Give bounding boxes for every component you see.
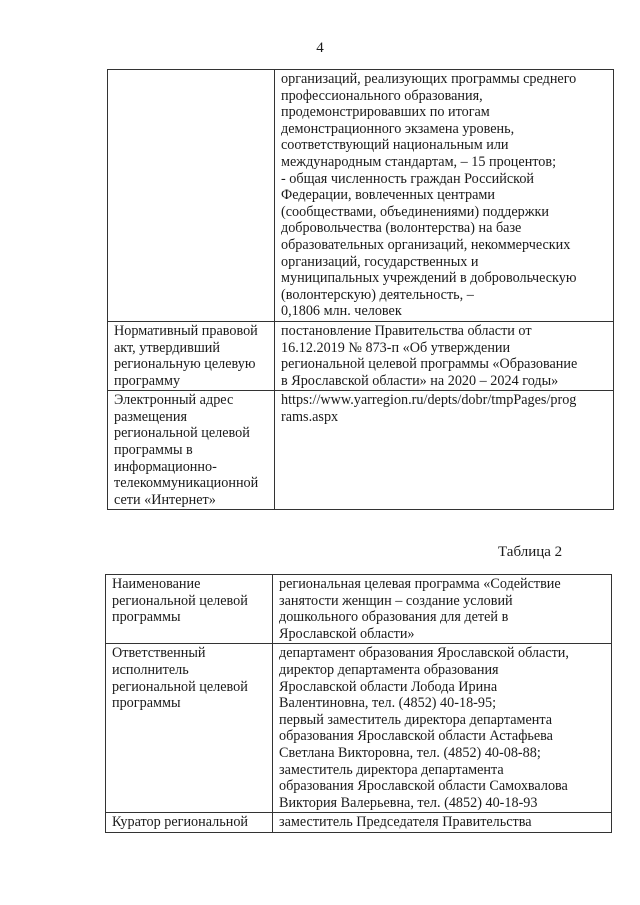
table-cell-value [275, 70, 614, 322]
table-cell-label [108, 70, 275, 322]
text-line: региональная целевая программа «Содействие [279, 576, 561, 592]
text-line: региональной целевой [112, 678, 248, 695]
table-row [106, 813, 612, 833]
text-line: исполнитель [112, 661, 189, 678]
text-line: Наименование [112, 576, 201, 592]
text-line: программы [112, 695, 181, 712]
text-line: размещения [114, 408, 188, 425]
text-line: региональную целевую [114, 356, 256, 373]
text-line: 16.12.2019 № 873-п «Об утверждении [281, 339, 511, 356]
text-line: 0,1806 млн. человек [281, 303, 402, 320]
table-cell-label [106, 813, 273, 833]
table-row [108, 321, 614, 390]
text-line: директор департамента образования [279, 661, 499, 678]
text-line: сети «Интернет» [114, 491, 216, 508]
table-cell-label [108, 391, 275, 510]
text-line: региональной целевой [112, 592, 248, 609]
text-line: телекоммуникационной [114, 475, 259, 492]
text-line: информационно- [114, 458, 217, 475]
text-line: образования Ярославской области Астафьева [279, 728, 553, 745]
text-line: региональной целевой [114, 425, 250, 442]
text-line: добровольчества (волонтерства) на базе [281, 220, 522, 237]
text-line: занятости женщин – создание условий [279, 592, 513, 609]
text-line: демонстрационного экзамена уровень, [281, 120, 515, 137]
text-line: образования Ярославской области Самохвалова [279, 778, 568, 795]
text-line: Ярославской области Лобода Ирина [279, 678, 498, 695]
text-line: профессионального образования, [281, 87, 483, 104]
text-line: региональной целевой программы «Образование [281, 356, 578, 373]
text-line: заместитель директора департамента [279, 761, 504, 778]
text-line: в Ярославской области» на 2020 – 2024 годы» [281, 372, 559, 389]
table-cell-label [106, 644, 273, 813]
table-row [108, 70, 614, 322]
text-line: акт, утвердивший [114, 339, 220, 356]
table-cell-label [106, 575, 273, 644]
text-line: Виктория Валерьевна, тел. (4852) 40-18-93 [279, 794, 538, 811]
text-line: Ярославской области» [279, 625, 415, 642]
text-line: Ответственный [112, 645, 206, 662]
passport-table-1 [107, 69, 614, 510]
table-row [106, 644, 612, 813]
text-line: Светлана Викторовна, тел. (4852) 40-08-88; [279, 744, 541, 761]
table-cell-value [275, 321, 614, 390]
text-line: программу [114, 372, 181, 389]
passport-table-2 [105, 574, 612, 833]
table-cell-value [275, 391, 614, 510]
text-line: постановление Правительства области от [281, 322, 532, 339]
table-caption: Таблица 2 [498, 544, 563, 560]
text-line: соответствующий национальным или [281, 137, 509, 154]
text-line: (сообществами, объединениями) поддержки [281, 203, 550, 220]
table-row [106, 575, 612, 644]
text-line: международным стандартам, – 15 процентов; [281, 153, 557, 170]
text-line: организаций, государственных и [281, 253, 479, 270]
table-cell-value [273, 644, 612, 813]
text-line: Куратор региональной [112, 814, 248, 831]
table-cell-label [108, 321, 275, 390]
text-line: муниципальных учреждений в добровольческую [281, 270, 577, 287]
table-row [108, 391, 614, 510]
text-line: программы [112, 609, 181, 626]
text-line: дошкольного образования для детей в [279, 609, 509, 626]
text-line: (волонтерскую) деятельность, – [281, 286, 474, 303]
text-line: rams.aspx [281, 408, 339, 425]
page-number: 4 [316, 40, 324, 56]
text-line: программы в [114, 442, 193, 459]
text-line: https://www.yarregion.ru/depts/dobr/tmpPages/prog [281, 392, 577, 409]
text-line: организаций, реализующих программы среднего [281, 71, 577, 87]
table-cell-value [273, 813, 612, 833]
text-line: Нормативный правовой [114, 322, 258, 339]
text-line: департамент образования Ярославской области, [279, 645, 569, 662]
text-line: Электронный адрес [114, 392, 234, 409]
table-cell-value [273, 575, 612, 644]
text-line: продемонстрировавших по итогам [281, 104, 490, 121]
text-line: заместитель Председателя Правительства [279, 814, 532, 831]
text-line: первый заместитель директора департамента [279, 711, 553, 728]
text-line: - общая численность граждан Российской [281, 170, 535, 187]
text-line: образовательных организаций, некоммерческих [281, 236, 571, 253]
text-line: Федерации, вовлеченных центрами [281, 187, 495, 204]
text-line: Валентиновна, тел. (4852) 40-18-95; [279, 695, 497, 712]
